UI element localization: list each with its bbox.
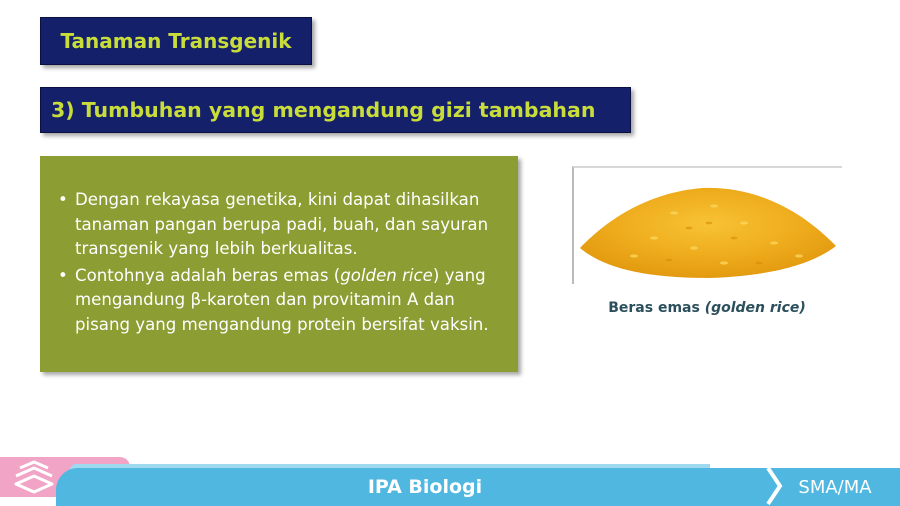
photo-caption (572, 300, 842, 316)
content-panel (40, 156, 518, 372)
caption-italic: (golden rice) (704, 300, 806, 316)
bullet-text-1: Dengan rekayasa genetika, kini dapat dihasilkan tanaman pangan berupa padi, buah, dan sayuran transgenik yang lebih berkualitas. (75, 190, 489, 258)
bullet-list (58, 188, 500, 337)
bullet-text-2-italic: golden rice (340, 265, 433, 285)
section-heading: 3) Tumbuhan yang mengandung gizi tambahan (51, 98, 596, 122)
bullet-text-2b: ) yang mengandung β-karoten dan provitamin A dan pisang yang mengandung protein bersifat vaksin. (75, 265, 489, 334)
footer-subject: IPA Biologi (367, 476, 483, 498)
rice-pile-image (574, 168, 842, 284)
slide-title: Tanaman Transgenik (60, 29, 292, 53)
bullet-text-2a: Contohnya adalah beras emas ( (75, 265, 341, 285)
section-heading-box (40, 87, 631, 133)
footer-level: SMA/MA (798, 476, 872, 498)
books-logo-icon (10, 454, 58, 498)
bullet-item-2 (58, 264, 500, 338)
caption-text: Beras emas (608, 300, 705, 316)
slide-title-box (40, 17, 312, 65)
golden-rice-photo (572, 166, 842, 284)
footer-banner (0, 452, 900, 506)
bullet-item-1 (58, 188, 500, 262)
